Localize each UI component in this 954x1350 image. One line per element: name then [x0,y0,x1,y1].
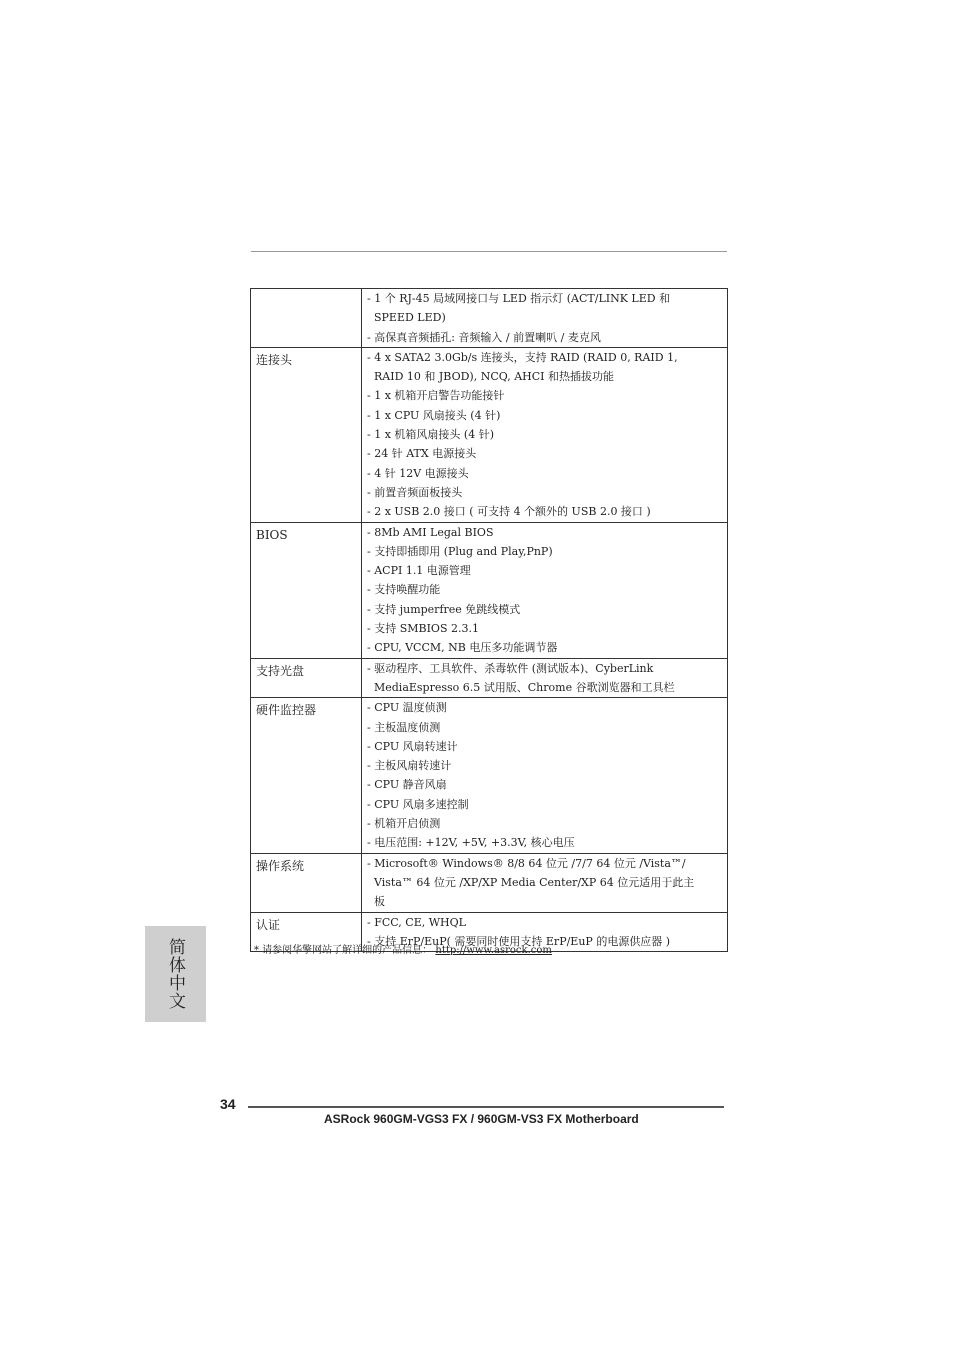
spec-items [362,289,728,348]
spec-label: 硬件监控器 [251,698,362,853]
spec-label: BIOS [251,522,362,658]
top-rule [251,251,727,252]
spec-row [251,698,728,853]
spec-line: - 电压范围: +12V, +5V, +3.3V, 核心电压 [367,836,575,850]
footer-title: ASRock 960GM-VGS3 FX / 960GM-VS3 FX Motherboard [324,1112,639,1126]
asrock-website-link[interactable]: http://www.asrock.com [435,945,552,956]
spec-line: - 1 x 机箱风扇接头 (4 针) [367,428,494,442]
spec-line: - ACPI 1.1 电源管理 [367,564,471,578]
spec-line: 板 [367,895,385,909]
spec-line: - 1 个 RJ-45 局域网接口与 LED 指示灯 (ACT/LINK LED 和 [367,292,671,305]
spec-line: - CPU 温度侦测 [367,701,447,715]
spec-line: SPEED LED) [367,311,446,325]
spec-row [251,289,728,348]
bottom-rule [248,1106,724,1108]
spec-line: - 支持唤醒功能 [367,583,441,597]
spec-items [362,522,728,658]
spec-line: - 驱动程序、工具软件、杀毒软件 (测试版本)、CyberLink [367,661,654,675]
language-side-tab [145,926,206,1022]
spec-line: - 1 x CPU 风扇接头 (4 针) [367,408,501,422]
spec-line: - FCC, CE, WHQL [367,915,466,929]
spec-label [251,289,362,348]
spec-line: - 主板温度侦测 [367,720,441,734]
spec-items [362,658,728,698]
footnote-text: * 请参阅华擎网站了解详细的产品信息： [254,945,433,956]
spec-line: - 8Mb AMI Legal BIOS [367,525,494,539]
spec-line: - 4 x SATA2 3.0Gb/s 连接头，支持 RAID (RAID 0, RAID 1, [367,350,678,364]
footnote [254,941,552,956]
spec-line: - 24 针 ATX 电源接头 [367,447,477,461]
spec-line: - CPU 风扇多速控制 [367,797,469,811]
spec-line: MediaEspresso 6.5 试用版、Chrome 谷歌浏览器和工具栏 [367,680,675,694]
language-tab-label: 简体中文 [165,938,185,1010]
spec-items [362,698,728,853]
spec-line: RAID 10 和 JBOD), NCQ, AHCI 和热插拔功能 [367,370,614,384]
spec-line: - 机箱开启侦测 [367,817,441,831]
spec-line: - 支持即插即用 (Plug and Play,PnP) [367,544,553,558]
spec-line: - 高保真音频插孔: 音频输入 / 前置喇叭 / 麦克风 [367,330,601,344]
spec-items [362,853,728,912]
spec-label: 连接头 [251,347,362,522]
spec-row [251,347,728,522]
spec-table [250,288,728,952]
spec-label: 操作系统 [251,853,362,912]
spec-label: 认证 [251,912,362,952]
spec-line: - Microsoft® Windows® 8/8 64 位元 /7/7 64 位元 /Vista™/ [367,856,686,870]
spec-row [251,522,728,658]
spec-label: 支持光盘 [251,658,362,698]
spec-items [362,347,728,522]
spec-table-body [251,289,728,952]
spec-line: - 支持 SMBIOS 2.3.1 [367,622,479,636]
spec-line: - 主板风扇转速计 [367,759,452,773]
spec-row [251,853,728,912]
spec-line: - 2 x USB 2.0 接口 ( 可支持 4 个额外的 USB 2.0 接口 ) [367,505,651,519]
spec-line: - 1 x 机箱开启警告功能接针 [367,389,505,403]
spec-line: - CPU 静音风扇 [367,778,447,792]
spec-line: Vista™ 64 位元 /XP/XP Media Center/XP 64 位元适用于此主 [367,875,695,889]
spec-row [251,658,728,698]
spec-line: - CPU 风扇转速计 [367,739,458,753]
spec-line: - 支持 ErP/EuP( 需要同时使用支持 ErP/EuP 的电源供应器 ) [367,934,671,948]
page-number: 34 [220,1096,236,1112]
spec-line: - 4 针 12V 电源接头 [367,466,469,480]
spec-line: - CPU, VCCM, NB 电压多功能调节器 [367,641,558,655]
spec-line: - 前置音频面板接头 [367,485,463,499]
spec-line: - 支持 jumperfree 免跳线模式 [367,602,521,616]
